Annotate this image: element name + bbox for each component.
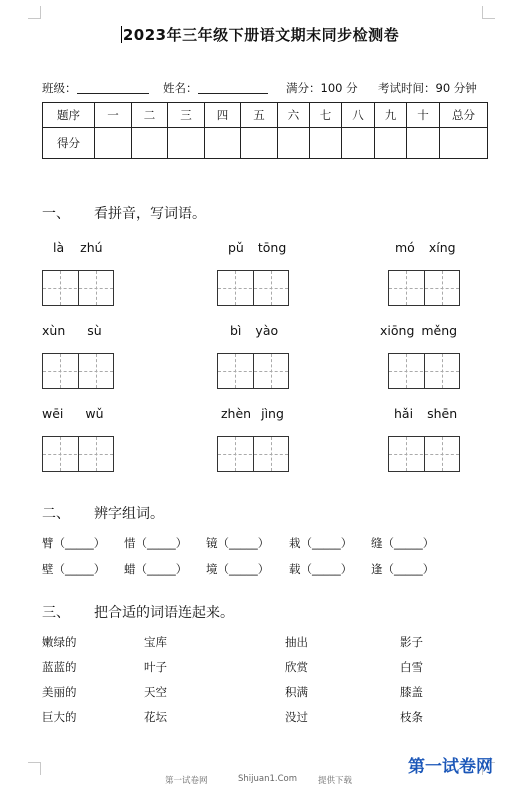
section1-heading	[42, 203, 206, 223]
writing-grid[interactable]	[42, 436, 114, 472]
score-header-cell: 三	[168, 103, 205, 128]
word-group-item[interactable]: 臂（_____）	[42, 536, 106, 550]
writing-grid[interactable]	[388, 436, 460, 472]
class-field[interactable]	[42, 80, 149, 96]
name-field[interactable]	[163, 80, 268, 96]
crop-mark-top-right	[482, 6, 495, 19]
pinyin-label: pǔ tōng	[228, 240, 287, 255]
match-word[interactable]: 宝库	[144, 635, 167, 649]
pinyin-label: xiōng měng	[380, 323, 458, 338]
score-cell[interactable]	[241, 128, 278, 159]
score-table-header-row	[43, 103, 488, 128]
pinyin-label: bì yào	[230, 323, 279, 338]
score-cell[interactable]	[132, 128, 168, 159]
match-word[interactable]: 嫩绿的	[42, 635, 77, 649]
score-table-score-row	[43, 128, 488, 159]
writing-grid[interactable]	[217, 436, 289, 472]
full-score: 满分：100 分	[286, 81, 358, 95]
match-word[interactable]: 叶子	[144, 660, 167, 674]
match-word[interactable]: 白雪	[400, 660, 423, 674]
match-word[interactable]: 天空	[144, 685, 167, 699]
word-group-item[interactable]: 缝（_____）	[371, 536, 435, 550]
text-cursor	[121, 26, 122, 43]
section3-heading	[42, 602, 234, 622]
writing-grid[interactable]	[217, 270, 289, 306]
section2-title: 辨字组词。	[94, 506, 164, 522]
writing-grid[interactable]	[388, 353, 460, 389]
pinyin-label: zhèn jìng	[221, 406, 284, 421]
score-cell[interactable]	[278, 128, 310, 159]
match-word[interactable]: 积满	[285, 685, 308, 699]
match-word[interactable]: 没过	[285, 710, 308, 724]
section3-number: 三、	[42, 605, 70, 621]
score-header-cell: 二	[132, 103, 168, 128]
section1-title: 看拼音，写词语。	[94, 206, 206, 222]
match-word[interactable]: 抽出	[285, 635, 308, 649]
score-header-cell: 十	[407, 103, 440, 128]
match-word[interactable]: 枝条	[400, 710, 423, 724]
class-blank[interactable]	[77, 81, 149, 94]
footer-site-name: 第一试卷网	[165, 776, 208, 786]
score-cell[interactable]	[205, 128, 241, 159]
writing-grid[interactable]	[42, 353, 114, 389]
section2-heading	[42, 503, 164, 523]
score-header-cell: 九	[375, 103, 407, 128]
match-word[interactable]: 蓝蓝的	[42, 660, 77, 674]
word-group-item[interactable]: 镜（_____）	[206, 536, 270, 550]
crop-mark-top-left	[28, 6, 41, 19]
match-word[interactable]: 巨大的	[42, 710, 77, 724]
word-group-item[interactable]: 蜡（_____）	[124, 562, 188, 576]
pinyin-label: mó xíng	[395, 240, 456, 255]
match-word[interactable]: 膝盖	[400, 685, 423, 699]
exam-time: 考试时间：90 分钟	[378, 81, 477, 95]
section3-title: 把合适的词语连起来。	[94, 605, 234, 621]
document-title	[0, 24, 520, 45]
score-cell[interactable]	[310, 128, 342, 159]
score-cell[interactable]	[168, 128, 205, 159]
section2-number: 二、	[42, 506, 70, 522]
score-row-label: 得分	[43, 128, 95, 159]
score-header-cell: 六	[278, 103, 310, 128]
section1-number: 一、	[42, 206, 70, 222]
match-word[interactable]: 影子	[400, 635, 423, 649]
name-blank[interactable]	[198, 81, 268, 94]
word-group-item[interactable]: 栽（_____）	[289, 536, 353, 550]
score-cell[interactable]	[342, 128, 375, 159]
footer-domain: Shijuan1.Com	[238, 774, 298, 784]
score-header-cell: 总分	[440, 103, 488, 128]
pinyin-label: wēi wǔ	[42, 406, 104, 421]
word-group-item[interactable]: 壁（_____）	[42, 562, 106, 576]
score-header-cell: 七	[310, 103, 342, 128]
word-group-item[interactable]: 逢（_____）	[371, 562, 435, 576]
score-cell[interactable]	[375, 128, 407, 159]
pinyin-label: xùn sù	[42, 323, 102, 338]
writing-grid[interactable]	[388, 270, 460, 306]
pinyin-label: là zhú	[53, 240, 103, 255]
footer-download-note: 提供下载	[318, 776, 353, 786]
score-cell[interactable]	[440, 128, 488, 159]
score-header-cell: 一	[95, 103, 132, 128]
writing-grid[interactable]	[42, 270, 114, 306]
word-group-item[interactable]: 惜（_____）	[124, 536, 188, 550]
pinyin-label: hǎi shēn	[394, 406, 458, 421]
score-header-cell: 八	[342, 103, 375, 128]
name-label: 姓名：	[163, 81, 198, 95]
match-word[interactable]: 欣赏	[285, 660, 308, 674]
match-word[interactable]: 花坛	[144, 710, 167, 724]
score-cell[interactable]	[407, 128, 440, 159]
crop-mark-bottom-left	[28, 762, 41, 775]
score-table	[42, 102, 488, 159]
score-header-cell: 题序	[43, 103, 95, 128]
watermark-logo: 第一试卷网	[408, 757, 493, 777]
score-header-cell: 四	[205, 103, 241, 128]
class-label: 班级：	[42, 81, 77, 95]
writing-grid[interactable]	[217, 353, 289, 389]
score-cell[interactable]	[95, 128, 132, 159]
word-group-item[interactable]: 境（_____）	[206, 562, 270, 576]
match-word[interactable]: 美丽的	[42, 685, 77, 699]
title-text: 2023年三年级下册语文期末同步检测卷	[122, 26, 400, 44]
score-header-cell: 五	[241, 103, 278, 128]
word-group-item[interactable]: 载（_____）	[289, 562, 353, 576]
